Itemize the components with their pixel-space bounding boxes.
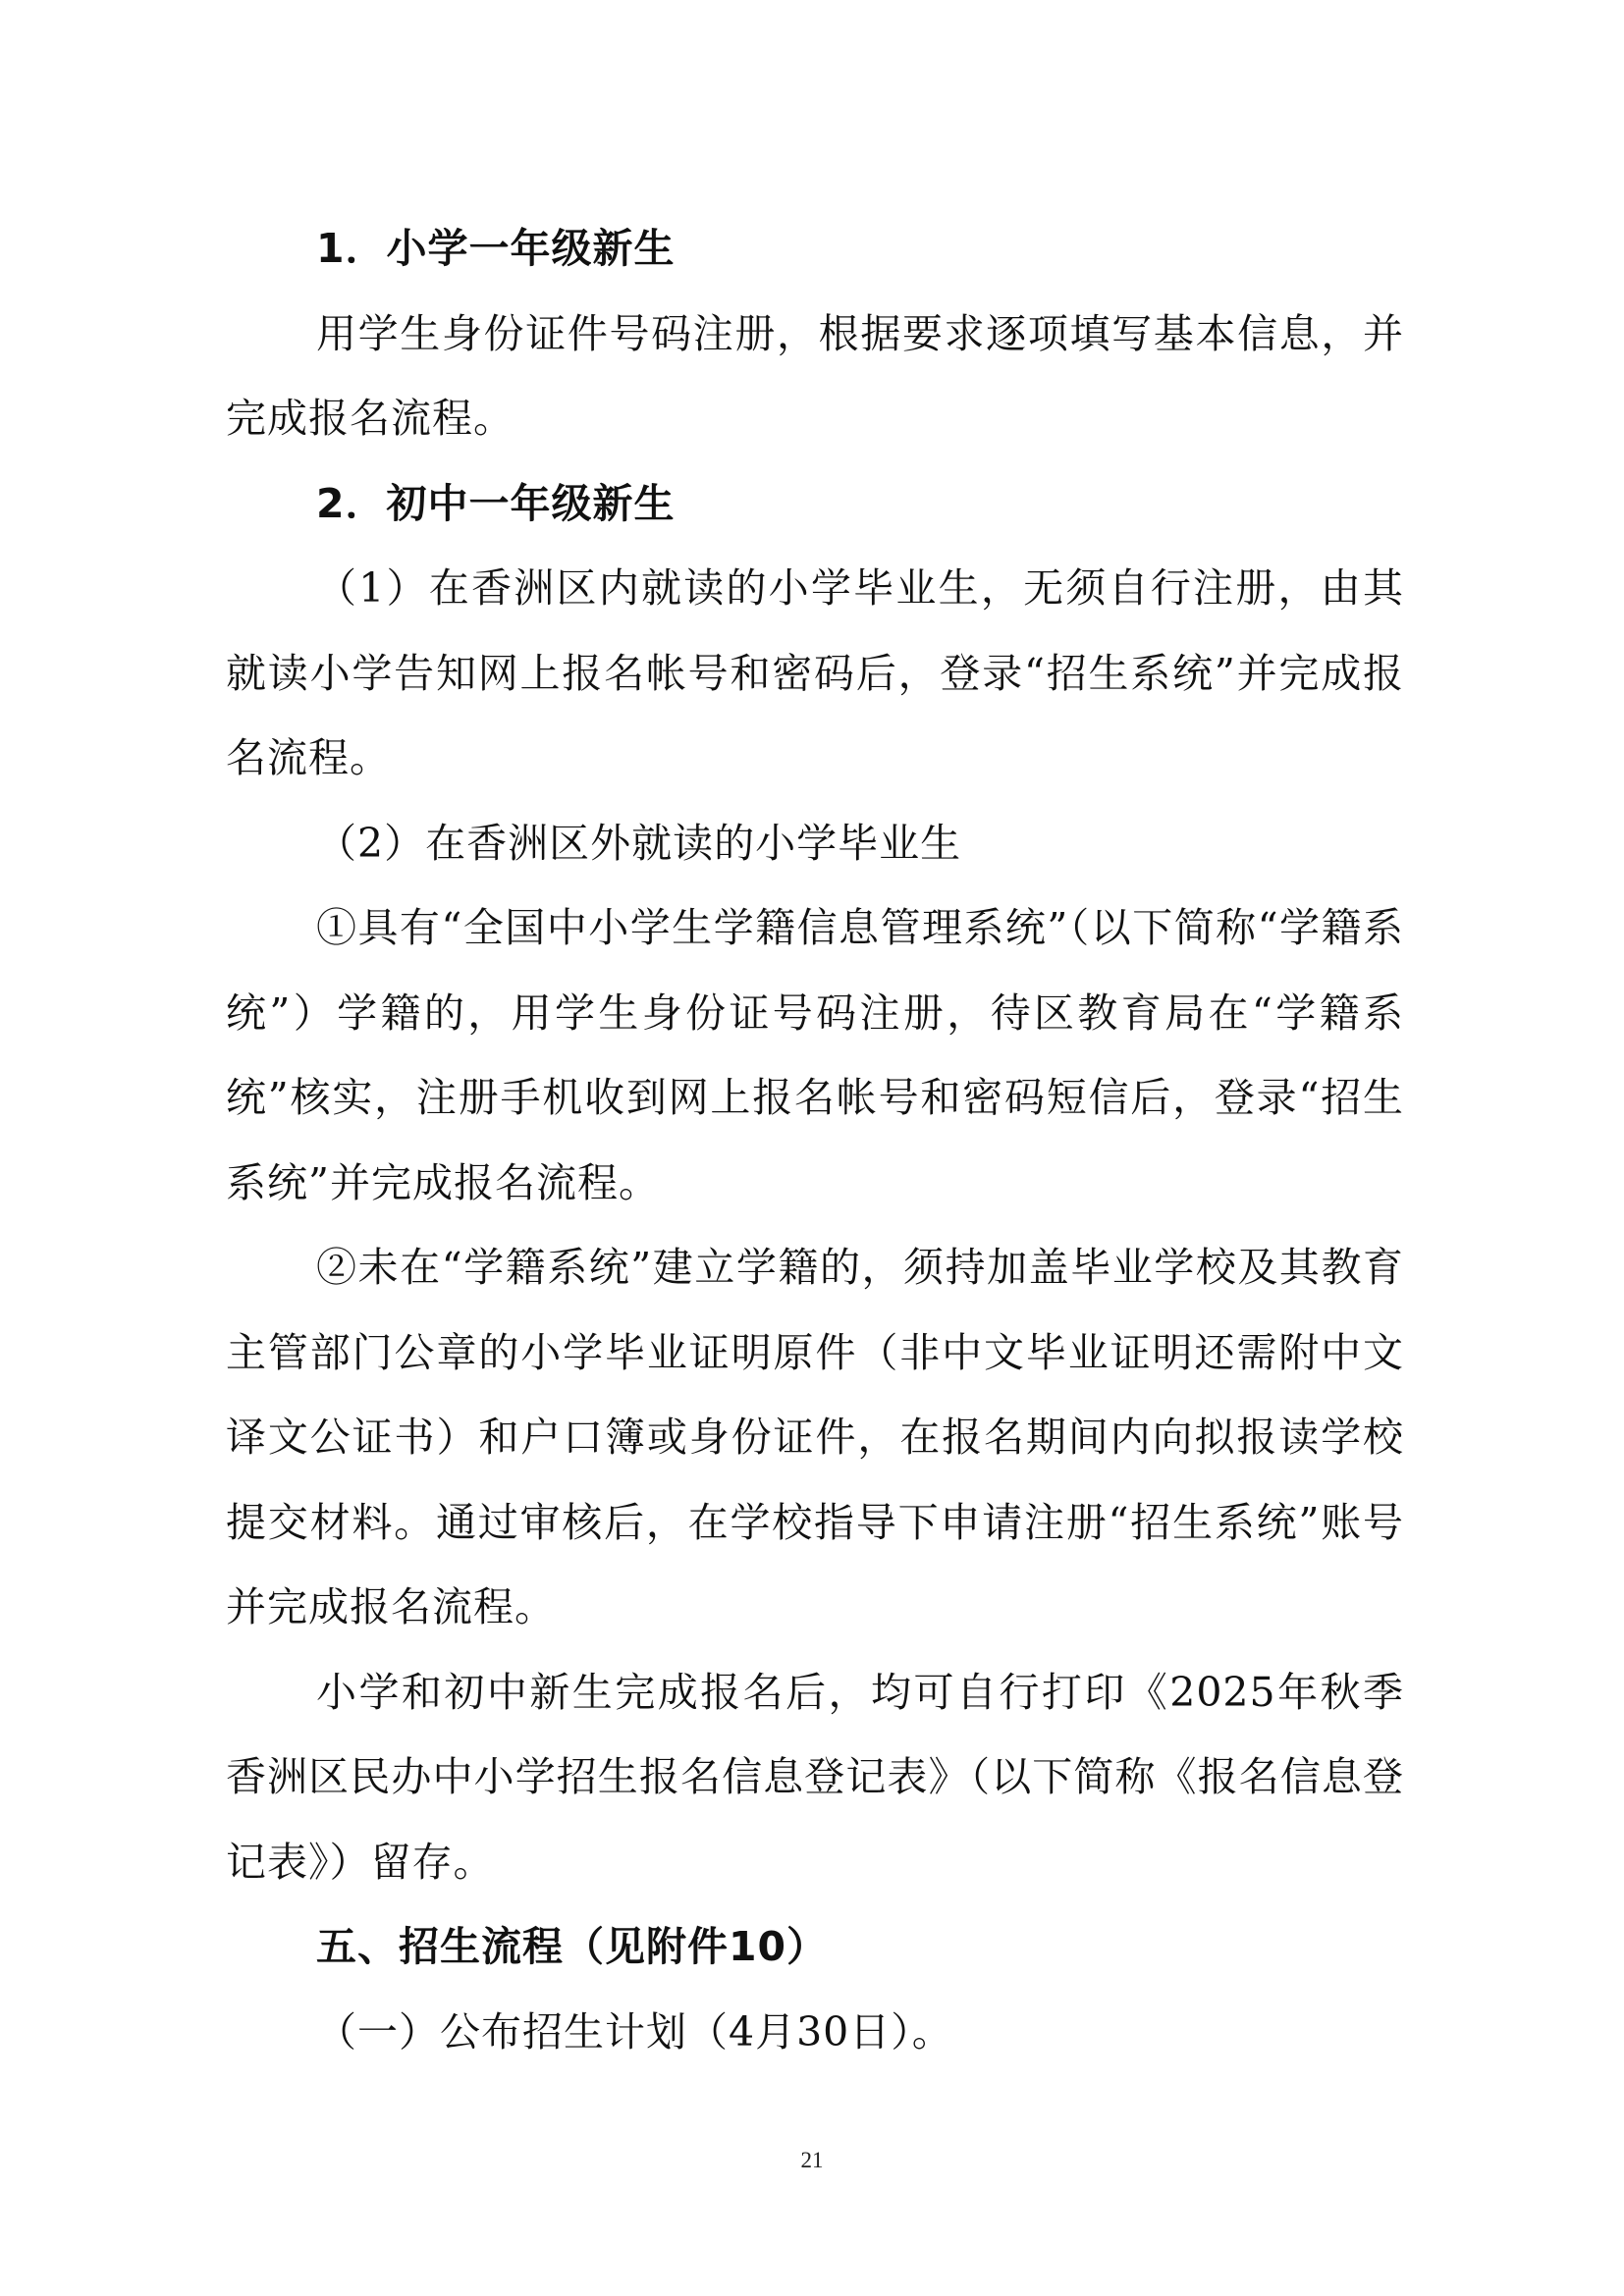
section-heading-primary-grade1: 1．小学一年级新生 — [316, 225, 676, 272]
paragraph-in-district-graduates: （1）在香洲区内就读的小学毕业生，无须自行注册，由其就读小学告知网上报名帐号和密码后，登录“招生系统”并完成报名流程。 — [226, 564, 1404, 781]
paragraph-primary-registration: 用学生身份证件号码注册，根据要求逐项填写基本信息，并完成报名流程。 — [226, 309, 1404, 442]
section-heading-junior-grade1: 2．初中一年级新生 — [316, 479, 676, 527]
paragraph-without-student-status: ②未在“学籍系统”建立学籍的，须持加盖毕业学校及其教育主管部门公章的小学毕业证明原件（非中文毕业证明还需附中文译文公证书）和户口簿或身份证件，在报名期间内向拟报读学校提交材料。通过审核后，在学校指导下申请注册“招生系统”账号并完成报名流程。 — [226, 1244, 1404, 1630]
paragraph-publish-plan: （一）公布招生计划（4月30日）。 — [316, 2007, 953, 2056]
page-number: 21 — [800, 2148, 824, 2172]
paragraph-with-student-status: ①具有“全国中小学生学籍信息管理系统”（以下简称“学籍系统”）学籍的，用学生身份证号码注册，待区教育局在“学籍系统”核实，注册手机收到网上报名帐号和密码短信后，登录“招生系统”并完成报名流程。 — [226, 904, 1404, 1206]
paragraph-print-registration-form: 小学和初中新生完成报名后，均可自行打印《2025年秋季香洲区民办中小学招生报名信息登记表》（以下简称《报名信息登记表》）留存。 — [226, 1668, 1404, 1886]
document-body — [226, 206, 1404, 2074]
section-heading-enrollment-process: 五、招生流程（见附件10） — [316, 1923, 829, 1970]
paragraph-out-of-district-graduates: （2）在香洲区外就读的小学毕业生 — [316, 819, 962, 867]
